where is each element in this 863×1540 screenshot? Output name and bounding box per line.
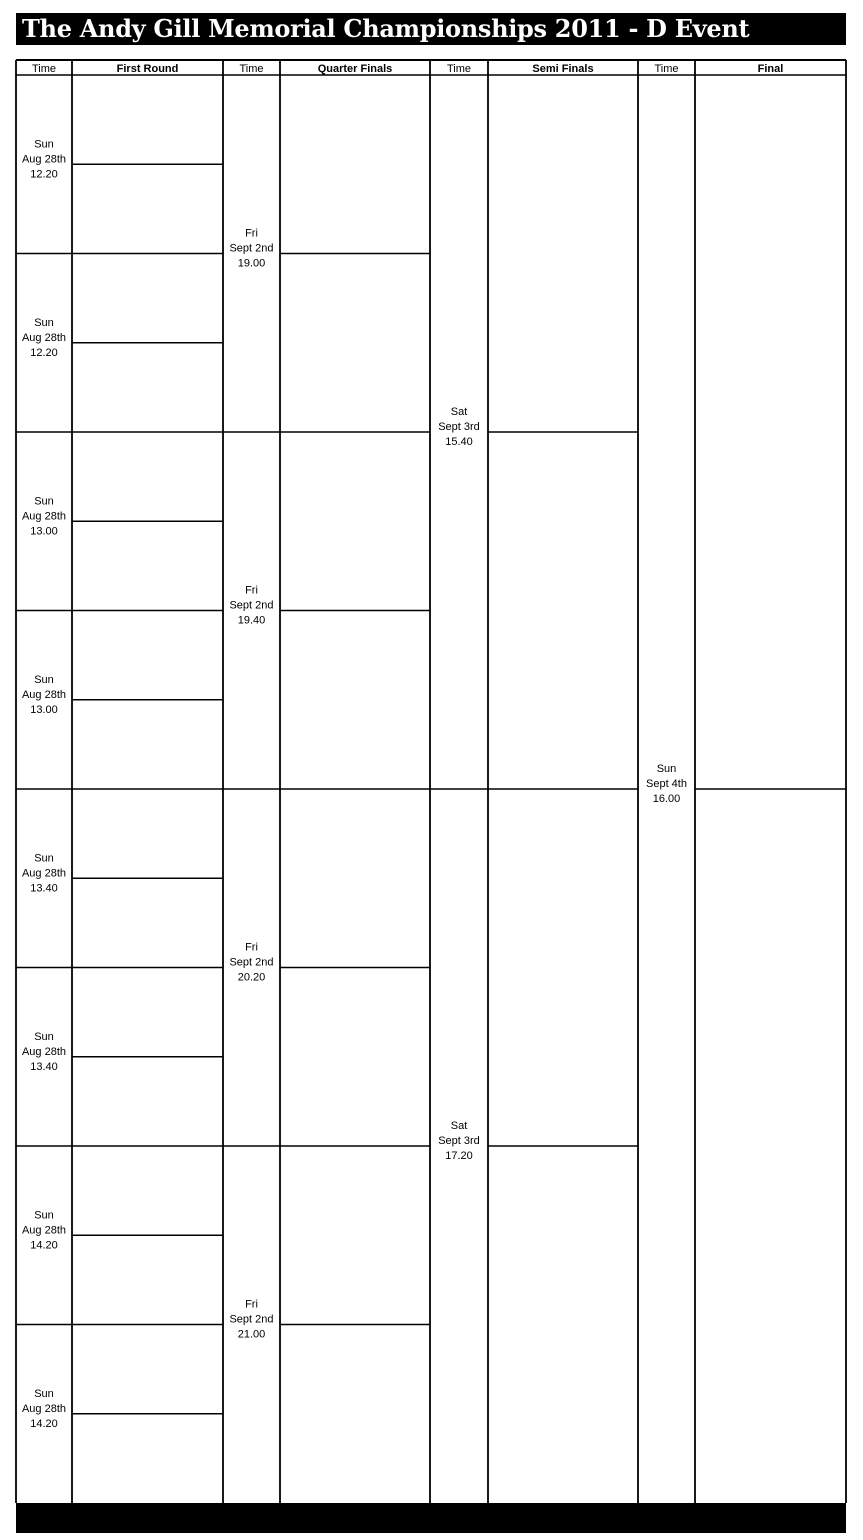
match-time-text: Sept 3rd [438, 421, 480, 433]
match-time-text: Sun [34, 1209, 54, 1222]
time-header: Time [446, 63, 472, 75]
match-time-text: Sept 2nd [229, 956, 274, 969]
time-header: Time [31, 63, 57, 75]
match-time-text: Aug 28th [21, 1402, 67, 1415]
match-time-text: 13.40 [30, 1060, 58, 1073]
match-time-text: Sept 2nd [229, 1313, 274, 1326]
match-time-text: Aug 28th [21, 1045, 67, 1058]
round-header: Final [757, 63, 784, 75]
page-title: The Andy Gill Memorial Championships 2011 - D Event [22, 14, 750, 43]
match-time-text: Aug 28th [21, 331, 67, 344]
match-time-text: Sept 4th [646, 778, 687, 790]
match-time-text: Sept 2nd [229, 242, 274, 255]
match-time-text: Sat [450, 406, 468, 418]
match-time-text: Aug 28th [21, 688, 67, 701]
match-time-text: Fri [245, 1298, 258, 1311]
match-time-text: Sun [34, 1030, 54, 1043]
match-time-text: 12.20 [30, 168, 58, 181]
match-time-text: 13.40 [30, 882, 58, 895]
match-time-text: Sun [656, 763, 677, 775]
round-header: Semi Finals [532, 63, 594, 75]
match-time-text: 14.20 [30, 1417, 58, 1430]
match-time-text: Sun [34, 673, 54, 686]
time-header: Time [239, 63, 264, 75]
match-time-text: Sun [34, 316, 54, 329]
match-time-text: Sept 2nd [229, 599, 274, 612]
match-time-text: 17.20 [445, 1150, 473, 1162]
match-time-text: 19.00 [237, 257, 266, 270]
match-time-text: Sat [450, 1120, 468, 1132]
match-time-text: 14.20 [30, 1239, 58, 1252]
match-time-text: Sun [34, 1387, 54, 1400]
match-time-text: 13.00 [30, 703, 58, 716]
match-time-text: Sept 3rd [438, 1135, 480, 1147]
match-time-text: Fri [245, 227, 258, 240]
match-time-text: Sun [34, 852, 54, 865]
match-time-text: Aug 28th [21, 153, 67, 166]
match-time-text: Sun [34, 138, 54, 151]
match-time-text: Sun [34, 495, 54, 508]
match-time-text: 21.00 [237, 1328, 266, 1341]
footer-bar [16, 1503, 846, 1533]
match-time-text: Fri [245, 941, 258, 954]
time-header: Time [654, 63, 679, 75]
match-time-text: 20.20 [237, 971, 266, 984]
match-time-text: 13.00 [30, 525, 58, 538]
match-time-text: Aug 28th [21, 867, 67, 880]
match-time-text: Aug 28th [21, 510, 67, 523]
match-time-text: 12.20 [30, 346, 58, 359]
match-time-text: Fri [245, 584, 258, 597]
match-time-text: 19.40 [237, 614, 266, 627]
match-time-text: 16.00 [652, 793, 681, 805]
round-header: Quarter Finals [317, 63, 393, 75]
round-header: First Round [116, 63, 179, 75]
match-time-text: Aug 28th [21, 1224, 67, 1237]
match-time-text: 15.40 [445, 436, 473, 448]
